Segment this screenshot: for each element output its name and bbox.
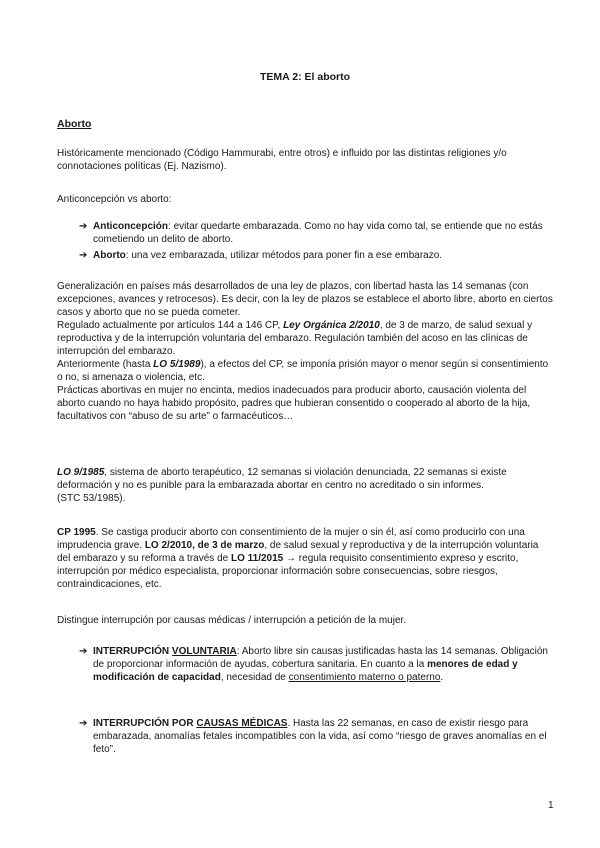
- bullet-interrupcion-causas-medicas: ➔ INTERRUPCIÓN POR CAUSAS MÉDICAS. Hasta las 22 semanas, en caso de existir riesgo para embarazada, anomalías fetales incompatibles con la vida, así como “riesgo de graves anomalías en el feto”.: [79, 718, 547, 755]
- law-reference: Ley Orgánica 2/2010: [283, 320, 380, 331]
- bullet-term: Aborto: [93, 250, 126, 261]
- paragraph-cp-1995: CP 1995. Se castiga producir aborto con consentimiento de la mujer o sin él, así como producirlo con una imprudencia grave. LO 2/2010, de 3 de marzo, de salud sexual y reproductiva y de la interrupción voluntaria del embarazo y su reforma a través de LO 11/2015 → regula requisito consentimiento expreso y escrito, interrupción por médico especialista, proporcionar información sobre consecuencias, sobre riesgos, contraindicaciones, etc.: [57, 527, 539, 590]
- bullet-aborto: ➔ Aborto: una vez embarazada, utilizar métodos para poner fin a ese embarazo.: [79, 250, 443, 261]
- paragraph-practices: Prácticas abortivas en mujer no encinta, medios inadecuados para producir aborto, causación violenta del aborto cuando no haya habido propósito, padres que hubieran consentido o cooperado al aborto de la hija, facultativos con “abuso de su arte” o farmacéuticos…: [57, 385, 531, 422]
- bullet-anticoncepcion: ➔ Anticoncepción: evitar quedarte embarazada. Como no hay vida como tal, se entiende que no estás cometiendo un delito de aborto.: [79, 221, 543, 245]
- bullet-term: Anticoncepción: [93, 221, 169, 232]
- paragraph-history: Históricamente mencionado (Código Hammurabi, entre otros) e influido por las distintas religiones y/o connotaciones políticas (Ej. Nazismo).: [57, 148, 507, 172]
- paragraph-distinction: Distingue interrupción por causas médicas / interrupción a petición de la mujer.: [57, 615, 407, 626]
- paragraph-lo-1985: LO 9/1985, sistema de aborto terapéutico, 12 semanas si violación denunciada, 22 semanas si existe deformación y no es punible para la embarazada abortar en centro no acreditado o sin informes. (STC 53/1985).: [57, 467, 507, 504]
- law-reference: LO 5/1989: [153, 359, 201, 370]
- document-title: TEMA 2: El aborto: [259, 71, 351, 83]
- paragraph-contraception-intro: Anticoncepción vs aborto:: [57, 194, 172, 205]
- arrow-icon: ➔: [79, 250, 88, 261]
- arrow-icon: ➔: [79, 646, 88, 657]
- paragraph-regulation: Generalización en países más desarrollados de una ley de plazos, con libertad hasta las 14 semanas (con excepciones, avances y retrocesos). Es decir, con la ley de plazos se establece el aborto libre, aborto en ciertos casos y aborto que no se pueda cometer. Regulado actualmente por artículos 144 a 146 CP, Ley Orgánica 2/2010, de 3 de marzo, de salud sexual y reproductiva y de la interrupción voluntaria del embarazo. Regulación también del acoso en las clínicas de interrupción del embarazo. Anteriormente (hasta LO 5/1989), a efectos del CP, se imponía prisión mayor o menor según si consentimiento o no, si amenaza o violencia, etc.: [57, 281, 553, 383]
- section-heading: Aborto: [57, 118, 92, 130]
- arrow-icon: ➔: [79, 718, 88, 729]
- law-reference: LO 9/1985: [57, 467, 105, 478]
- arrow-icon: ➔: [79, 221, 88, 232]
- bullet-interrupcion-voluntaria: ➔ INTERRUPCIÓN VOLUNTARIA: Aborto libre sin causas justificadas hasta las 14 semanas. Obligación de proporcionar información de ayudas, cobertura sanitaria. En cuanto a la menores de edad y modificación de capacidad, necesidad de consentimiento materno o paterno.: [79, 646, 548, 683]
- page-number: 1: [548, 800, 554, 811]
